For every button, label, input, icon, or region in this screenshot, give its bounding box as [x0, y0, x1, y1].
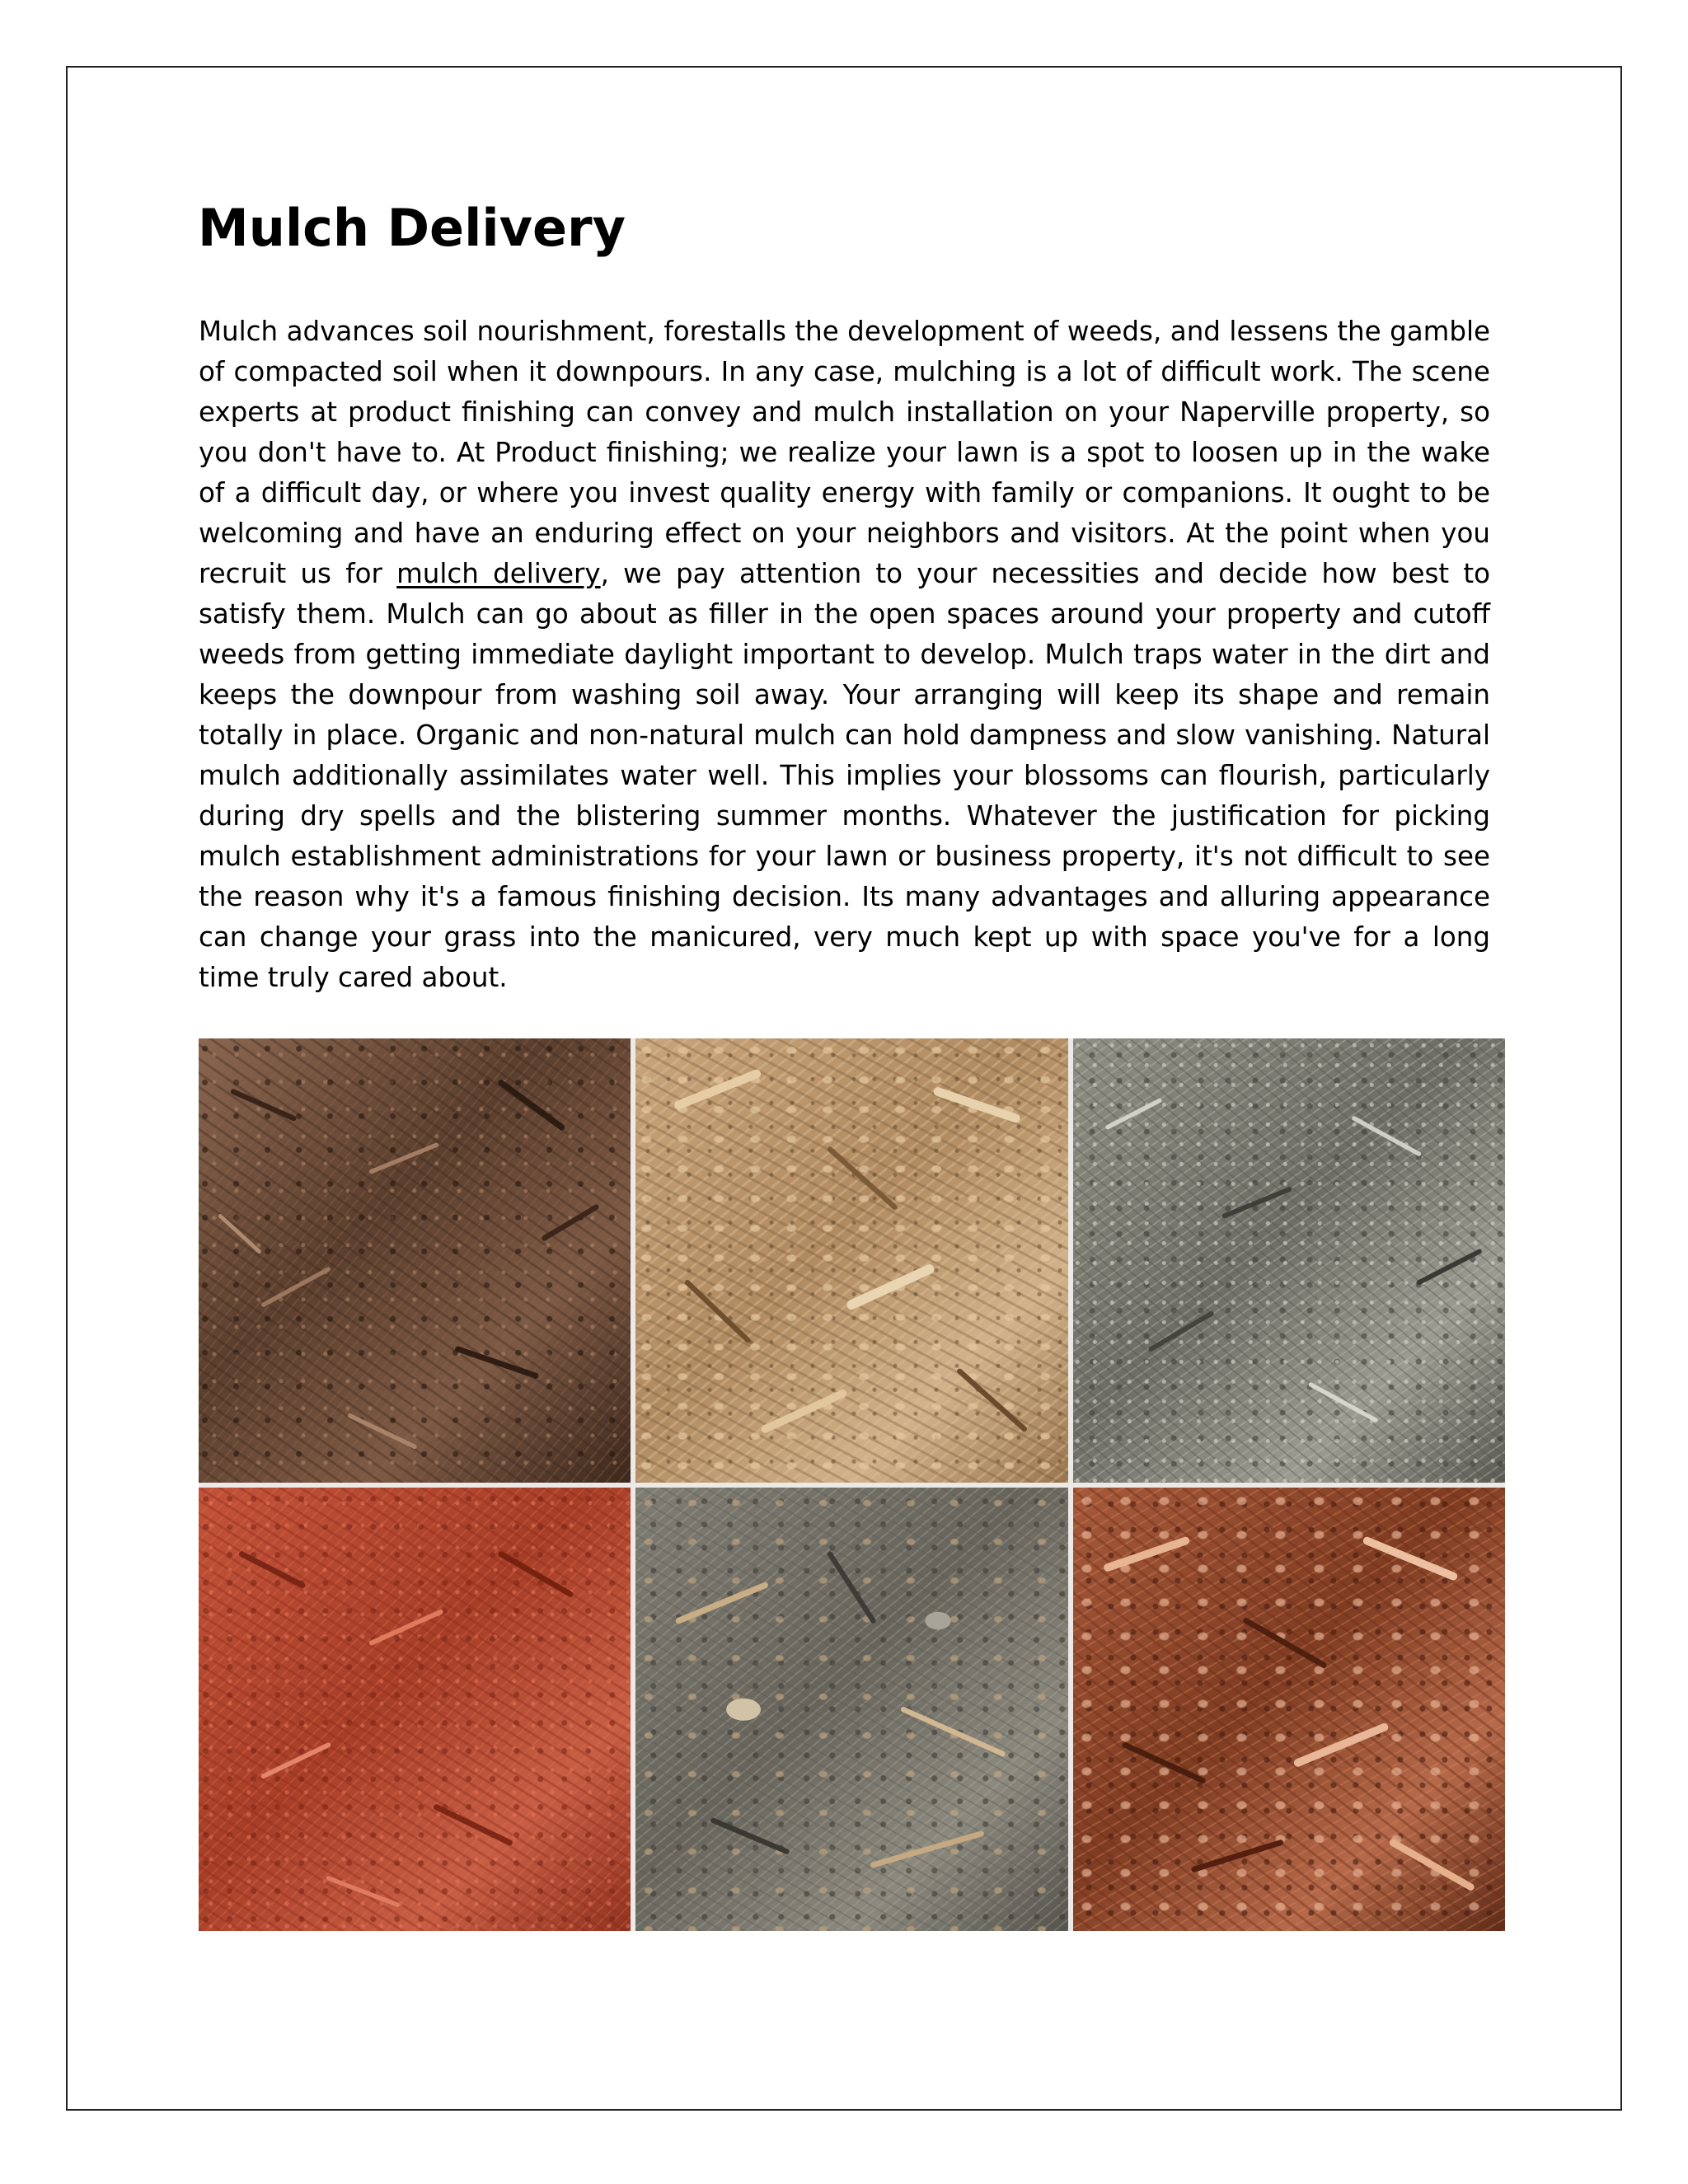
compost-mulch-photo [635, 1488, 1067, 1932]
page-title: Mulch Delivery [198, 198, 626, 258]
body-paragraph [199, 312, 1490, 998]
gray-mulch-photo [1073, 1038, 1505, 1483]
red-mulch-photo [199, 1488, 631, 1932]
mulch-photo-grid [199, 1038, 1505, 1931]
cedar-mulch-photo [1073, 1488, 1505, 1932]
mulch-delivery-link[interactable]: mulch delivery [396, 558, 601, 589]
natural-mulch-photo [635, 1038, 1067, 1483]
paragraph-text-after-link: , we pay attention to your necessities and decide how best to satisfy them. Mulch can go about as filler in the open spaces around your property and cutoff weeds from getting immediate daylight important to develop. Mulch traps water in the dirt and keeps the downpour from washing soil away. Your arranging will keep its shape and remain totally in place. Organic and non-natural mulch can hold dampness and slow vanishing. Natural mulch additionally assimilates water well. This implies your blossoms can flourish, particularly during dry spells and the blistering summer months. Whatever the justification for picking mulch establishment administrations for your lawn or business property, it's not difficult to see the reason why it's a famous finishing decision. Its many advantages and alluring appearance can change your grass into the manicured, very much kept up with space you've for a long time truly cared about. [199, 558, 1490, 993]
paragraph-text-before-link: Mulch advances soil nourishment, forestalls the development of weeds, and lessens the gamble of compacted soil when it downpours. In any case, mulching is a lot of difficult work. The scene experts at product finishing can convey and mulch installation on your Naperville property, so you don't have to. At Product finishing; we realize your lawn is a spot to loosen up in the wake of a difficult day, or where you invest quality energy with family or companions. It ought to be welcoming and have an enduring effect on your neighbors and visitors. At the point when you recruit us for [199, 316, 1490, 589]
brown-mulch-photo [199, 1038, 631, 1483]
